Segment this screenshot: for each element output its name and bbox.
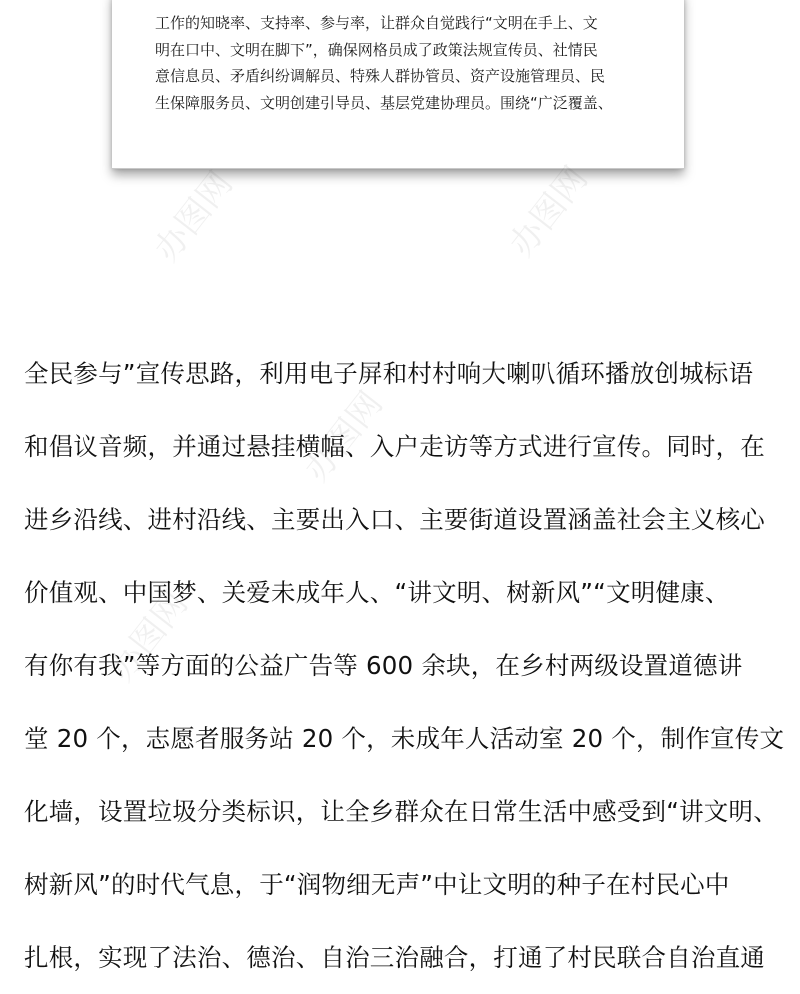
body-line: 树新风”的时代气息，于“润物细无声”中让文明的种子在村民心中 — [24, 870, 730, 899]
body-line: 扎根，实现了法治、德治、自治三治融合，打通了村民联合自治直通 — [24, 943, 765, 972]
body-line: 价值观、中国梦、关爱未成年人、“讲文明、树新风”“文明健康、 — [24, 578, 730, 607]
body-line: 进乡沿线、进村沿线、主要出入口、主要街道设置涵盖社会主义核心 — [24, 505, 765, 534]
body-line: 堂 20 个，志愿者服务站 20 个，未成年人活动室 20 个，制作宣传文 — [24, 724, 785, 753]
excerpt-line: 生保障服务员、文明创建引导员、基层党建协理员。围绕“广泛覆盖、 — [155, 93, 613, 112]
body-line: 和倡议音频，并通过悬挂横幅、入户走访等方式进行宣传。同时，在 — [24, 432, 765, 461]
excerpt-line: 明在口中、文明在脚下”，确保网格员成了政策法规宣传员、社情民 — [155, 40, 598, 59]
excerpt-text — [155, 10, 655, 116]
body-line: 全民参与”宣传思路，利用电子屏和村村响大喇叭循环播放创城标语 — [24, 359, 754, 388]
body-text — [24, 337, 784, 994]
watermark: 办图网 — [101, 584, 196, 690]
body-line: 化墙，设置垃圾分类标识，让全乡群众在日常生活中感受到“讲文明、 — [24, 797, 778, 826]
body-line: 有你有我”等方面的公益广告等 600 余块，在乡村两级设置道德讲 — [24, 651, 743, 680]
excerpt-line: 意信息员、矛盾纠纷调解员、特殊人群协管员、资产设施管理员、民 — [155, 67, 606, 85]
watermark: 办图网 — [501, 159, 596, 265]
watermark: 办图网 — [296, 384, 391, 490]
excerpt-line: 工作的知晓率、支持率、参与率，让群众自觉践行“文明在手上、文 — [155, 14, 598, 32]
watermark: 办图网 — [146, 164, 241, 270]
